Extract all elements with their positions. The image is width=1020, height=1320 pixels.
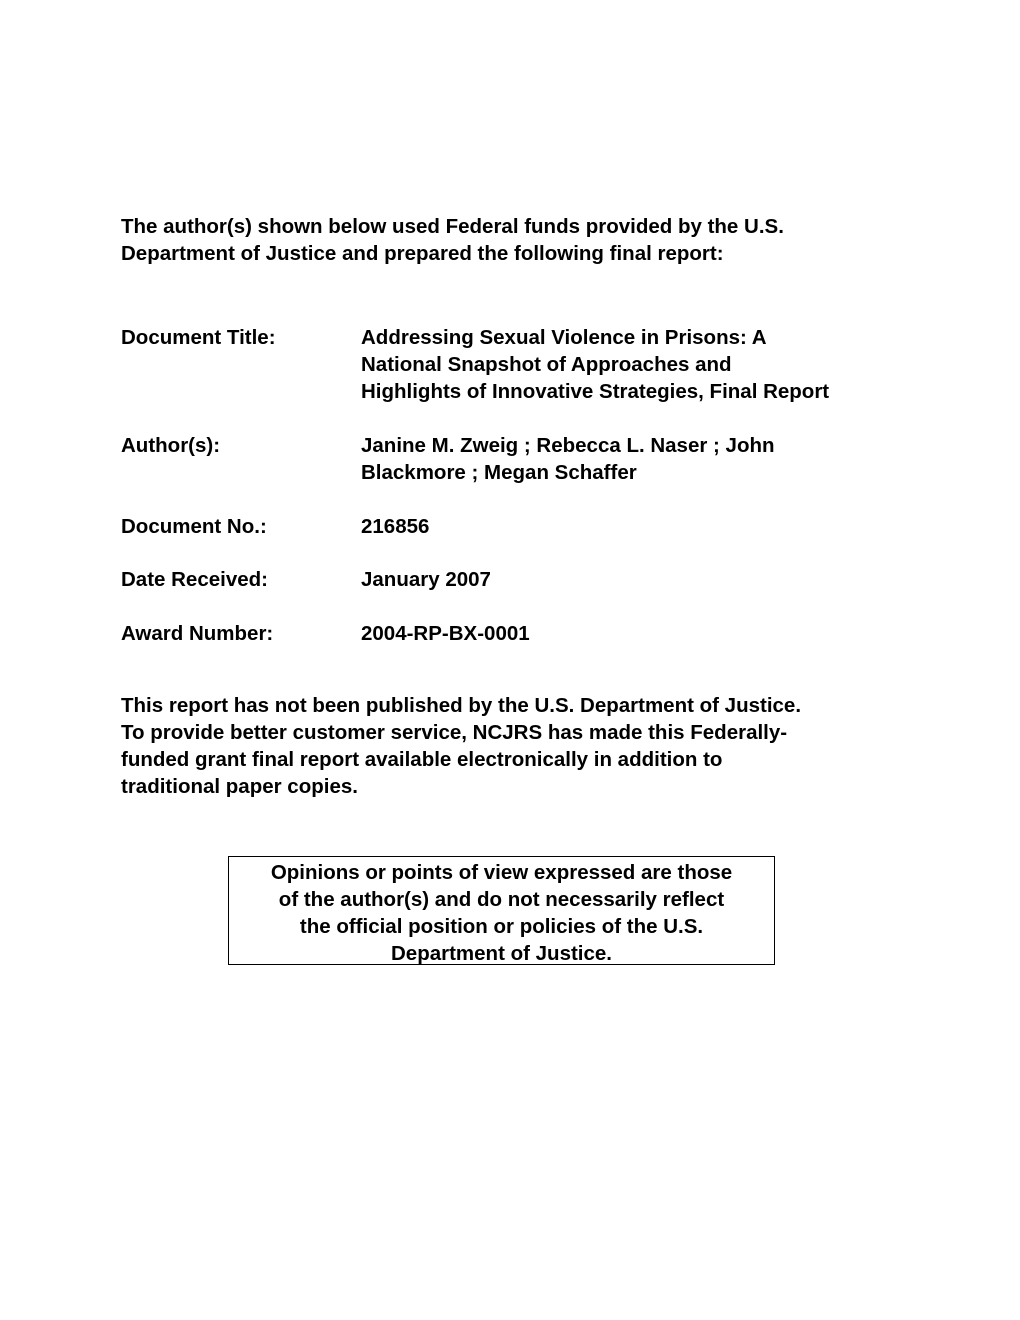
authors-line: Janine M. Zweig ; Rebecca L. Naser ; John xyxy=(361,434,775,457)
intro-line: Department of Justice and prepared the following final report: xyxy=(121,242,724,265)
date-received-label: Date Received: xyxy=(121,568,268,591)
document-title-label: Document Title: xyxy=(121,326,276,349)
award-number-value: 2004-RP-BX-0001 xyxy=(361,622,530,645)
publication-notice xyxy=(121,692,911,800)
disclaimer-line: of the author(s) and do not necessarily reflect xyxy=(278,888,725,911)
award-number-label: Award Number: xyxy=(121,622,274,645)
date-received-value: January 2007 xyxy=(361,568,491,591)
authors-line: Blackmore ; Megan Schaffer xyxy=(361,461,637,484)
document-title-line: Highlights of Innovative Strategies, Final Report xyxy=(361,380,830,403)
disclaimer-line: the official position or policies of the U.S. xyxy=(299,915,704,938)
authors-label: Author(s): xyxy=(121,434,221,457)
notice-line: funded grant final report available electronically in addition to xyxy=(121,748,723,771)
notice-line: traditional paper copies. xyxy=(121,775,358,798)
document-number-label: Document No.: xyxy=(121,515,267,538)
intro-line: The author(s) shown below used Federal funds provided by the U.S. xyxy=(121,215,784,238)
disclaimer-line: Department of Justice. xyxy=(391,942,612,965)
disclaimer-line: Opinions or points of view expressed are those xyxy=(270,861,733,884)
document-number-value: 216856 xyxy=(361,515,430,538)
intro-paragraph xyxy=(121,213,911,267)
document-title-value xyxy=(361,324,911,405)
notice-line: To provide better customer service, NCJRS has made this Federally- xyxy=(121,721,788,744)
document-title-line: Addressing Sexual Violence in Prisons: A xyxy=(361,326,767,349)
disclaimer-box xyxy=(228,856,775,965)
notice-line: This report has not been published by the U.S. Department of Justice. xyxy=(121,694,802,717)
authors-value xyxy=(361,432,911,486)
document-title-line: National Snapshot of Approaches and xyxy=(361,353,732,376)
